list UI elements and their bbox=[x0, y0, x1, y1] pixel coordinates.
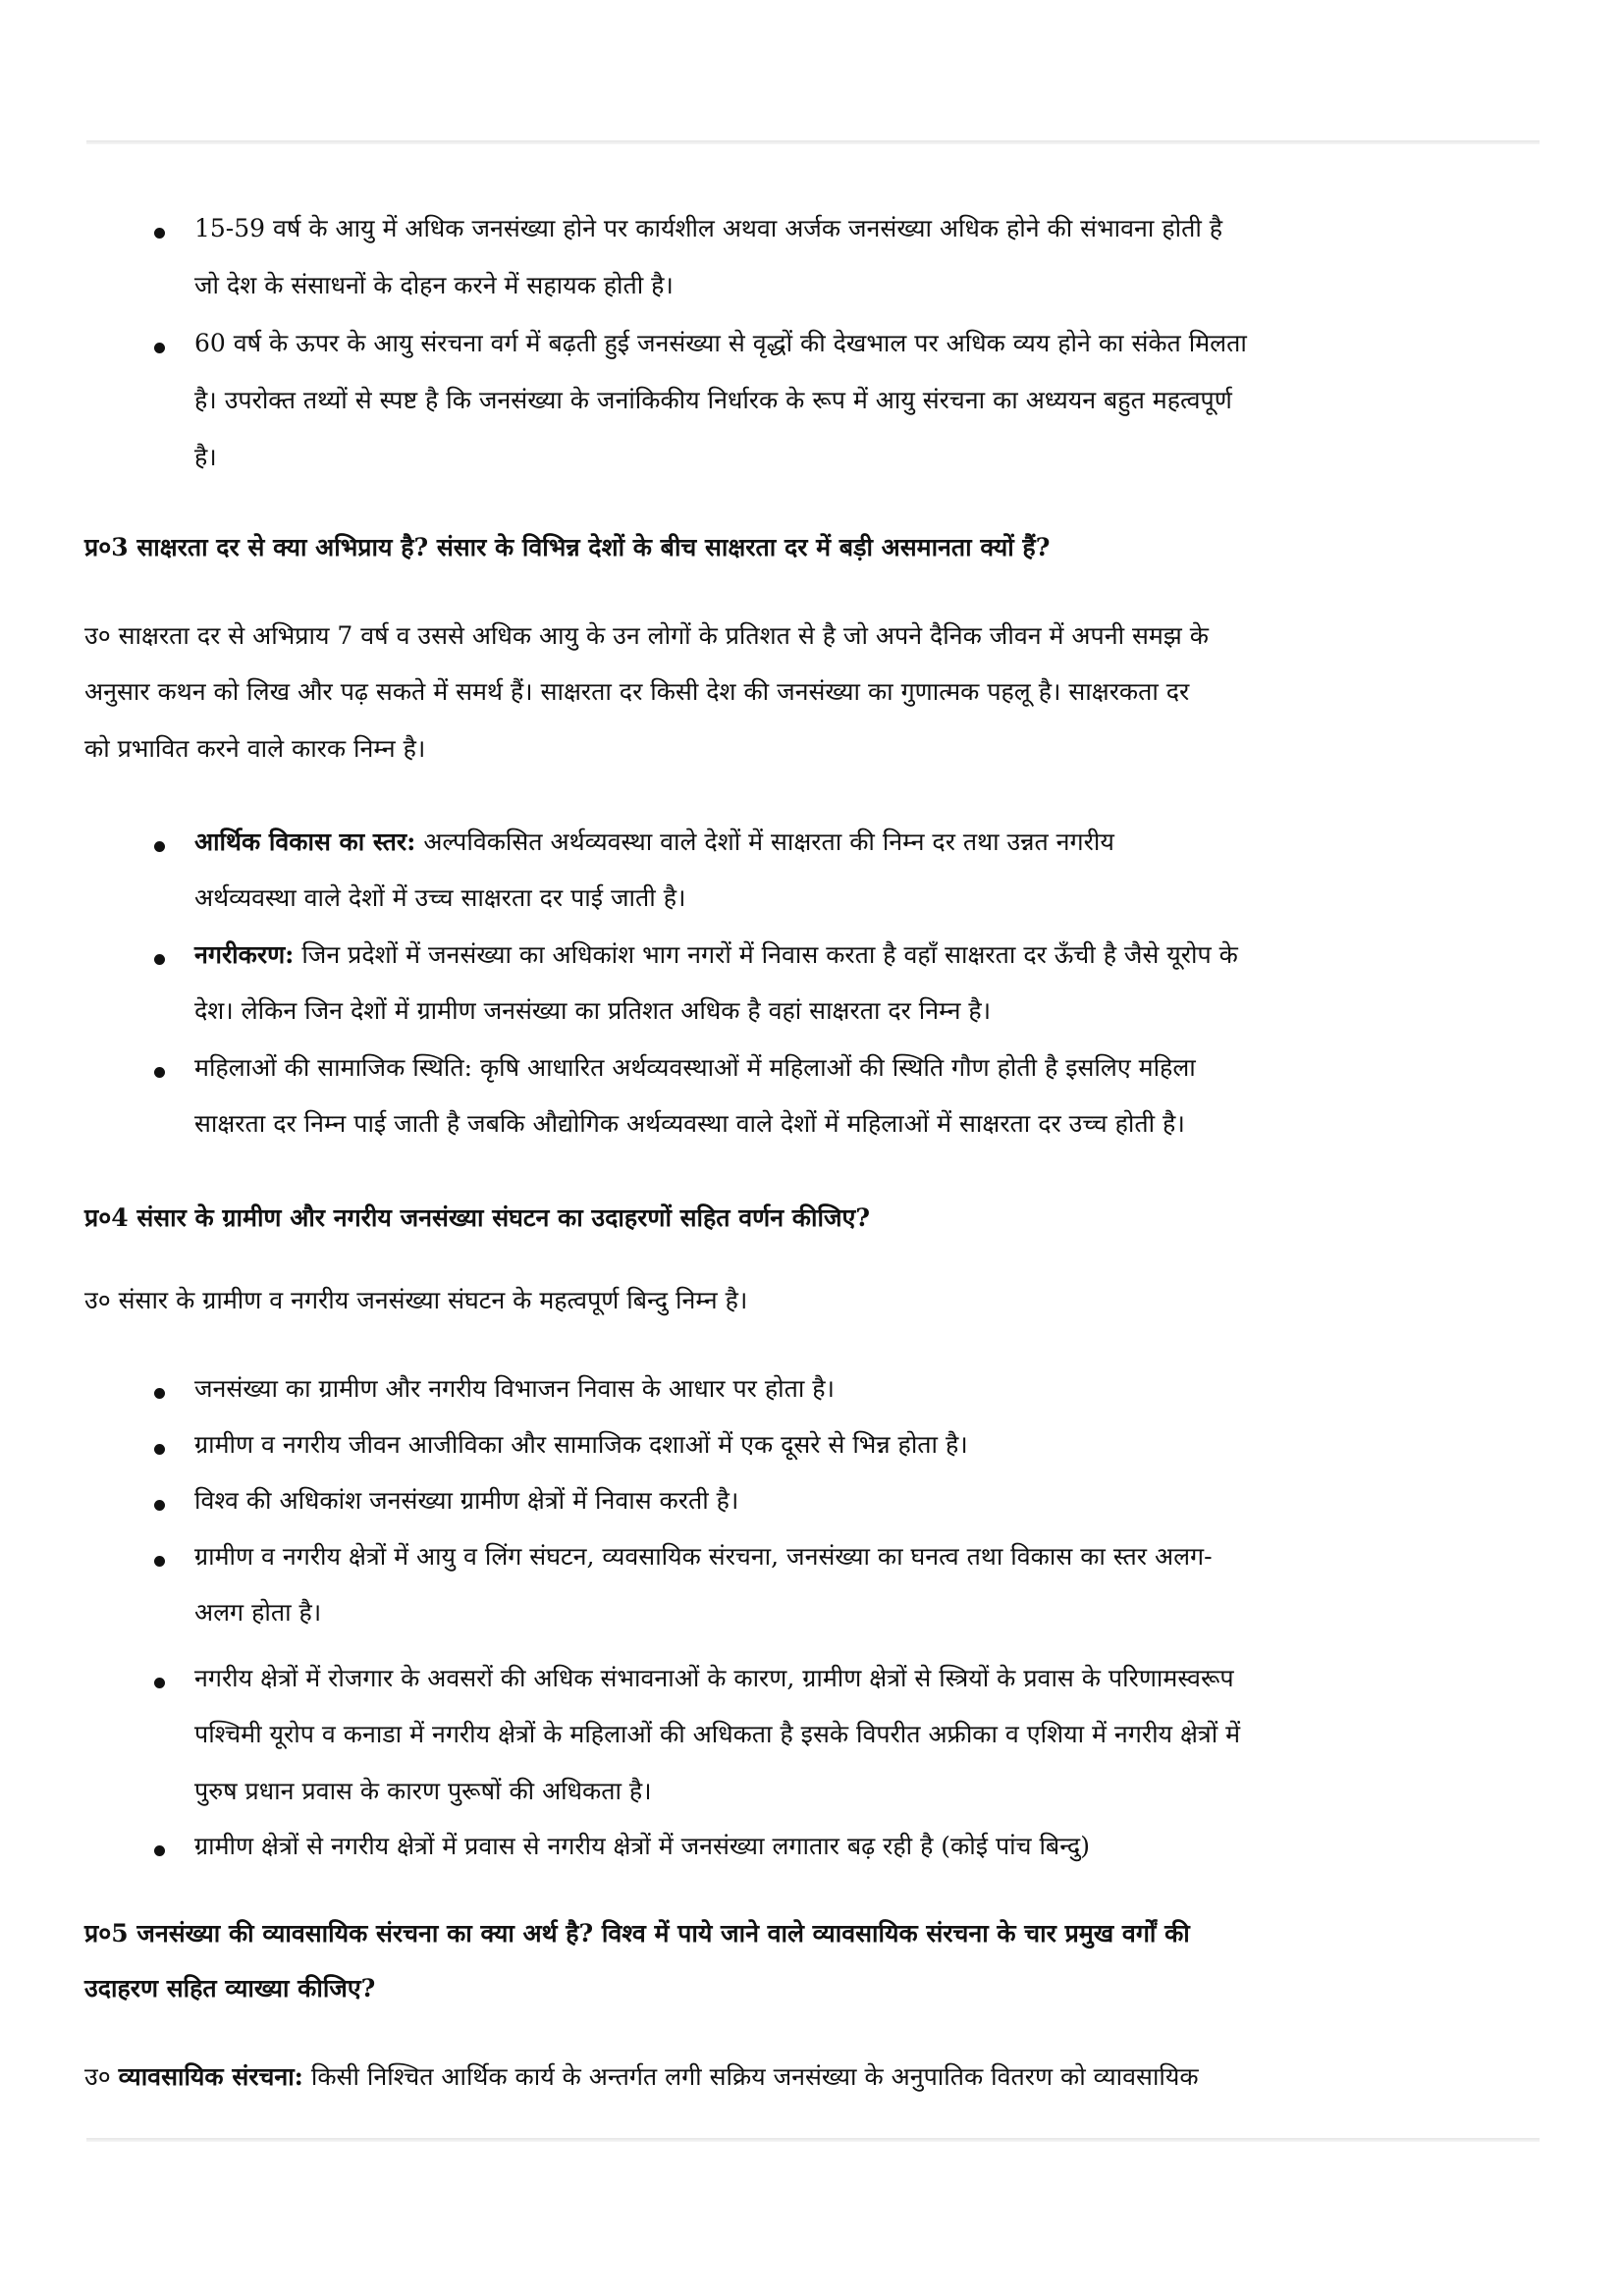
bullet-icon bbox=[154, 228, 165, 239]
answer-3-line: को प्रभावित करने वाले कारक निम्न है। bbox=[84, 734, 426, 763]
list-item-line: जो देश के संसाधनों के दोहन करने में सहायक होती है। bbox=[194, 271, 674, 299]
list-item-line: पश्चिमी यूरोप व कनाडा में नगरीय क्षेत्रों के महिलाओं की अधिकता है इसके विपरीत अफ्रीका व एशिया में नगरीय क्षेत्रों में bbox=[194, 1720, 1241, 1748]
answer-3-line: उ० साक्षरता दर से अभिप्राय 7 वर्ष व उससे अधिक आयु के उन लोगों के प्रतिशत से है जो अपने दैनिक जीवन में अपनी समझ के bbox=[84, 621, 1209, 650]
answer-prefix: उ० bbox=[84, 2062, 119, 2091]
list-item-line: 15-59 वर्ष के आयु में अधिक जनसंख्या होने पर कार्यशील अथवा अर्जक जनसंख्या अधिक होने की संभावना होती है bbox=[194, 214, 1223, 242]
list-item-line: ग्रामीण व नगरीय क्षेत्रों में आयु व लिंग संघटन, व्यवसायिक संरचना, जनसंख्या का घनत्व तथा विकास का स्तर अलग- bbox=[194, 1542, 1213, 1571]
bullet-icon bbox=[154, 1845, 165, 1856]
list-item-line: महिलाओं की सामाजिक स्थिति: कृषि आधारित अर्थव्यवस्थाओं में महिलाओं की स्थिति गौण होती है इसलिए महिला bbox=[194, 1053, 1196, 1082]
list-item-line: अर्थव्यवस्था वाले देशों में उच्च साक्षरता दर पाई जाती है। bbox=[194, 883, 686, 912]
factor-text: अल्पविकसित अर्थव्यवस्था वाले देशों में साक्षरता की निम्न दर तथा उन्नत नगरीय bbox=[415, 828, 1114, 856]
answer-3-line: अनुसार कथन को लिख और पढ़ सकते में समर्थ हैं। साक्षरता दर किसी देश की जनसंख्या का गुणात्मक पहलू है। साक्षरकता दर bbox=[84, 677, 1190, 706]
bullet-icon bbox=[154, 1388, 165, 1399]
answer-4-intro: उ० संसार के ग्रामीण व नगरीय जनसंख्या संघटन के महत्वपूर्ण बिन्दु निम्न है। bbox=[84, 1286, 748, 1314]
bullet-icon bbox=[154, 343, 165, 353]
list-item-line: पुरुष प्रधान प्रवास के कारण पुरूषों की अधिकता है। bbox=[194, 1777, 652, 1805]
list-item-line bbox=[194, 940, 1238, 970]
list-item-line: है। उपरोक्त तथ्यों से स्पष्ट है कि जनसंख्या के जनांकिकीय निर्धारक के रूप में आयु संरचना का अध्ययन बहुत महत्वपूर्ण bbox=[194, 386, 1232, 414]
answer-label: व्यावसायिक संरचना: bbox=[118, 2062, 303, 2091]
list-item-line: ग्रामीण क्षेत्रों से नगरीय क्षेत्रों में प्रवास से नगरीय क्षेत्रों में जनसंख्या लगातार बढ़ रही है (कोई पांच बिन्दु) bbox=[194, 1832, 1090, 1860]
bullet-icon bbox=[154, 1500, 165, 1511]
list-item-line: साक्षरता दर निम्न पाई जाती है जबकि औद्योगिक अर्थव्यवस्था वाले देशों में महिलाओं में साक्षरता दर उच्च होती है। bbox=[194, 1109, 1185, 1138]
question-5-heading: उदाहरण सहित व्याख्या कीजिए? bbox=[84, 1974, 376, 2002]
bullet-icon bbox=[154, 1678, 165, 1688]
factor-label: आर्थिक विकास का स्तर: bbox=[194, 828, 416, 856]
list-item-line: देश। लेकिन जिन देशों में ग्रामीण जनसंख्या का प्रतिशत अधिक है वहां साक्षरता दर निम्न है। bbox=[194, 996, 992, 1025]
bullet-icon bbox=[154, 1444, 165, 1455]
bullet-icon bbox=[154, 1067, 165, 1078]
list-item-line: विश्व की अधिकांश जनसंख्या ग्रामीण क्षेत्रों में निवास करती है। bbox=[194, 1486, 739, 1515]
question-5-heading: प्र०5 जनसंख्या की व्यावसायिक संरचना का क्या अर्थ है? विश्व में पाये जाने वाले व्यावसायिक संरचना के चार प्रमुख वर्गों की bbox=[84, 1919, 1190, 1948]
bullet-icon bbox=[154, 1556, 165, 1567]
list-item-line: अलग होता है। bbox=[194, 1598, 322, 1627]
factor-text: जिन प्रदेशों में जनसंख्या का अधिकांश भाग नगरों में निवास करता है वहाँ साक्षरता दर ऊँची है जैसे यूरोप के bbox=[294, 940, 1238, 969]
list-item-line bbox=[194, 828, 1114, 857]
answer-5-line bbox=[84, 2062, 1199, 2092]
list-item-line: जनसंख्या का ग्रामीण और नगरीय विभाजन निवास के आधार पर होता है। bbox=[194, 1374, 835, 1403]
factor-label: नगरीकरण: bbox=[194, 940, 295, 969]
list-item-line: नगरीय क्षेत्रों में रोजगार के अवसरों की अधिक संभावनाओं के कारण, ग्रामीण क्षेत्रों से स्त्रियों के प्रवास के परिणामस्वरूप bbox=[194, 1664, 1234, 1692]
bottom-divider bbox=[86, 2138, 1540, 2142]
list-item-line: 60 वर्ष के ऊपर के आयु संरचना वर्ग में बढ़ती हुई जनसंख्या से वृद्धों की देखभाल पर अधिक व्यय होने का संकेत मिलता bbox=[194, 329, 1247, 357]
answer-text: किसी निश्चित आर्थिक कार्य के अन्तर्गत लगी सक्रिय जनसंख्या के अनुपातिक वितरण को व्यावसायिक bbox=[302, 2062, 1199, 2091]
list-item-line: है। bbox=[194, 443, 217, 471]
list-item-line: ग्रामीण व नगरीय जीवन आजीविका और सामाजिक दशाओं में एक दूसरे से भिन्न होता है। bbox=[194, 1430, 968, 1459]
bullet-icon bbox=[154, 841, 165, 852]
top-divider bbox=[86, 140, 1540, 144]
bullet-icon bbox=[154, 954, 165, 965]
question-3-heading: प्र०3 साक्षरता दर से क्या अभिप्राय है? संसार के विभिन्न देशों के बीच साक्षरता दर में बड़ी असमानता क्यों हैं? bbox=[84, 533, 1051, 561]
question-4-heading: प्र०4 संसार के ग्रामीण और नगरीय जनसंख्या संघटन का उदाहरणों सहित वर्णन कीजिए? bbox=[84, 1203, 870, 1232]
